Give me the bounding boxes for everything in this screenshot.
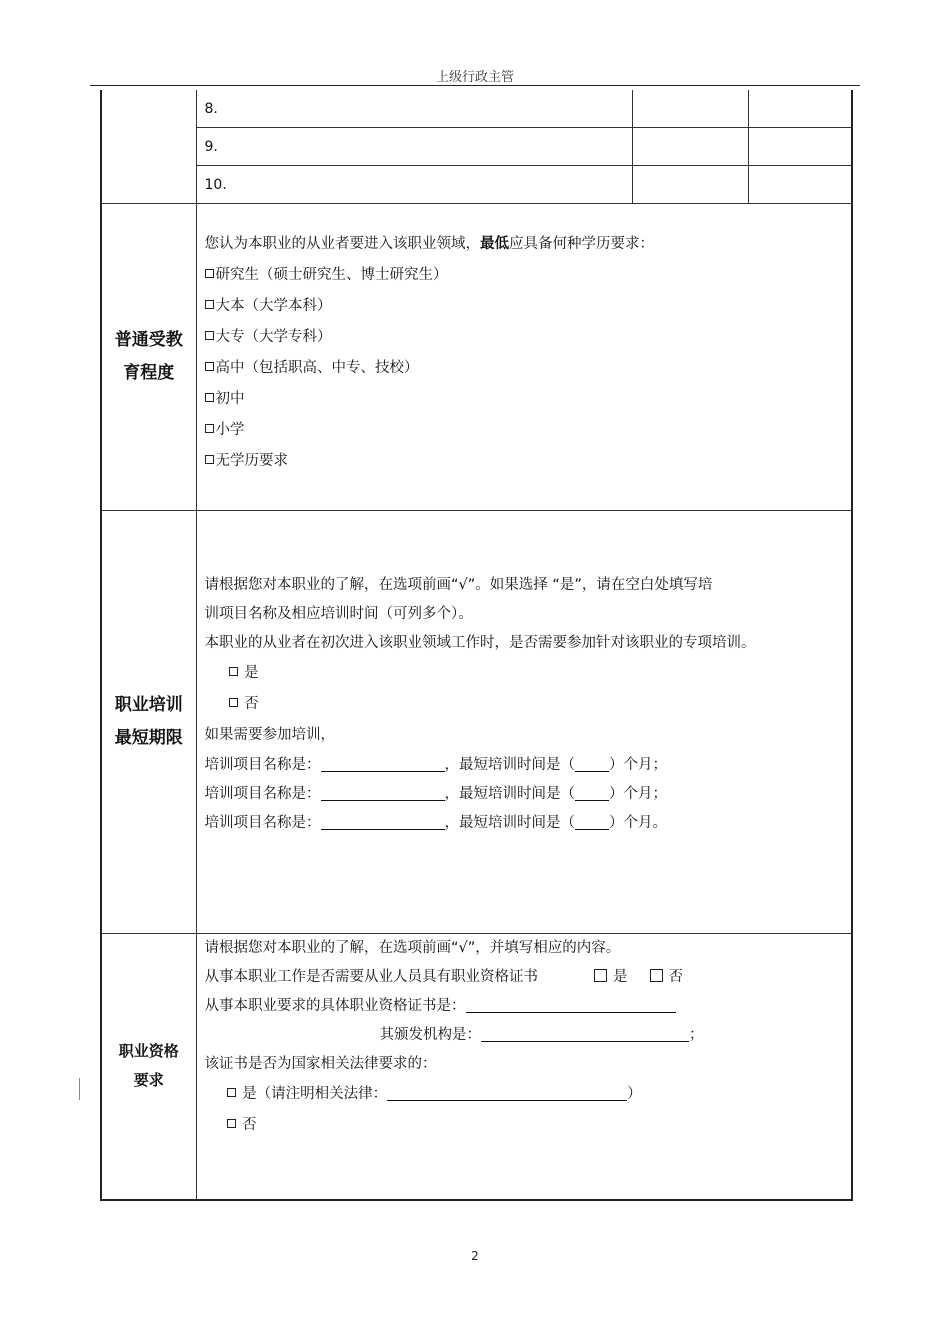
certificate-law-yes-row[interactable]: 是（请注明相关法律： ）	[205, 1079, 844, 1110]
certificate-law-no-row[interactable]: 否	[205, 1110, 844, 1141]
text-cursor	[79, 1078, 80, 1100]
education-option-3[interactable]: 高中（包括职高、中专、技校）	[205, 353, 844, 384]
training-months-field[interactable]	[575, 784, 609, 801]
training-months-field[interactable]	[575, 755, 609, 772]
survey-form-table	[100, 90, 853, 1201]
checkbox-icon[interactable]	[205, 269, 214, 278]
training-months-field[interactable]	[575, 813, 609, 830]
answer-cell[interactable]	[632, 128, 748, 166]
certificate-section	[101, 934, 852, 1200]
law-name-field[interactable]	[387, 1084, 627, 1101]
certificate-question-row: 从事本职业工作是否需要从业人员具有职业资格证书 是 否	[204, 969, 683, 985]
header-rule	[90, 85, 860, 86]
answer-cell[interactable]	[632, 166, 748, 204]
education-option-5[interactable]: 小学	[205, 415, 844, 446]
training-item-row: 培训项目名称是： ，最短培训时间是（ ）个月；	[204, 757, 667, 773]
training-instruction-1: 请根据您对本职业的了解，在选项前画“√”。如果选择 “是”，请在空白处填写培	[204, 577, 713, 593]
education-option-4[interactable]: 初中	[205, 384, 844, 415]
education-label-line1: 普通受教	[114, 330, 183, 350]
checkbox-icon[interactable]	[227, 1088, 236, 1097]
education-option-1[interactable]: 大本（大学本科）	[205, 291, 844, 322]
training-label-line1: 职业培训	[114, 695, 183, 715]
checkbox-icon[interactable]	[227, 1119, 236, 1128]
numbered-item-10[interactable]: 10.	[196, 166, 632, 204]
checkbox-icon[interactable]	[205, 455, 214, 464]
answer-cell[interactable]	[632, 90, 748, 128]
certificate-issuer-row: 其颁发机构是： ；	[379, 1027, 704, 1043]
checkbox-icon[interactable]	[229, 667, 238, 676]
checkbox-icon[interactable]	[205, 331, 214, 340]
education-section	[101, 204, 852, 511]
training-instruction-2: 训项目名称及相应培训时间（可列多个）。	[204, 606, 473, 622]
cert-no-label: 否	[668, 969, 683, 985]
training-name-field[interactable]	[321, 755, 445, 772]
checkbox-icon[interactable]	[205, 393, 214, 402]
education-option-0[interactable]: 研究生（硕士研究生、博士研究生）	[205, 260, 844, 291]
checkbox-icon[interactable]	[650, 969, 663, 982]
checkbox-icon[interactable]	[594, 969, 607, 982]
numbered-item-9[interactable]: 9.	[196, 128, 632, 166]
answer-cell[interactable]	[748, 90, 852, 128]
numbered-item-8[interactable]: 8.	[196, 90, 632, 128]
training-name-field[interactable]	[321, 813, 445, 830]
table-row	[101, 90, 852, 128]
training-item-row: 培训项目名称是： ，最短培训时间是（ ）个月；	[204, 786, 667, 802]
certificate-label	[101, 934, 196, 1200]
emphasis-lowest: 最低	[480, 236, 509, 252]
education-question: 您认为本职业的从业者要进入该职业领域，最低应具备何种学历要求：	[204, 236, 654, 252]
education-label-line2: 育程度	[123, 363, 175, 383]
table-row	[101, 128, 852, 166]
training-label-line2: 最短期限	[114, 728, 183, 748]
training-if-needed: 如果需要参加培训，	[204, 727, 335, 743]
cert-yes-label: 是	[613, 969, 628, 985]
page-number: 2	[471, 1249, 479, 1263]
empty-label-cell	[101, 90, 196, 204]
education-option-6[interactable]: 无学历要求	[205, 446, 844, 477]
answer-cell[interactable]	[748, 166, 852, 204]
checkbox-icon[interactable]	[205, 424, 214, 433]
checkbox-icon[interactable]	[205, 362, 214, 371]
answer-cell[interactable]	[748, 128, 852, 166]
certificate-content	[196, 934, 852, 1200]
education-content	[196, 204, 852, 511]
certificate-name-field[interactable]	[466, 996, 676, 1013]
page-header-title: 上级行政主管	[435, 70, 514, 85]
issuer-field[interactable]	[481, 1025, 689, 1042]
education-option-2[interactable]: 大专（大学专科）	[205, 322, 844, 353]
training-option-yes[interactable]: 是	[205, 658, 844, 689]
certificate-name-row: 从事本职业要求的具体职业资格证书是：	[205, 992, 844, 1021]
certificate-label-line1: 职业资格	[118, 1042, 179, 1061]
certificate-instruction: 请根据您对本职业的了解，在选项前画“√”，并填写相应的内容。	[204, 940, 621, 956]
education-label	[101, 204, 196, 511]
training-content	[196, 511, 852, 934]
certificate-law-question: 该证书是否为国家相关法律要求的：	[204, 1056, 437, 1072]
training-name-field[interactable]	[321, 784, 445, 801]
certificate-label-line2: 要求	[133, 1071, 164, 1090]
checkbox-icon[interactable]	[229, 698, 238, 707]
table-row	[101, 166, 852, 204]
training-option-no[interactable]: 否	[205, 689, 844, 720]
training-question: 本职业的从业者在初次进入该职业领域工作时，是否需要参加针对该职业的专项培训。	[204, 635, 756, 651]
training-section	[101, 511, 852, 934]
training-label	[101, 511, 196, 934]
training-item-row: 培训项目名称是： ，最短培训时间是（ ）个月。	[204, 815, 667, 831]
checkbox-icon[interactable]	[205, 300, 214, 309]
